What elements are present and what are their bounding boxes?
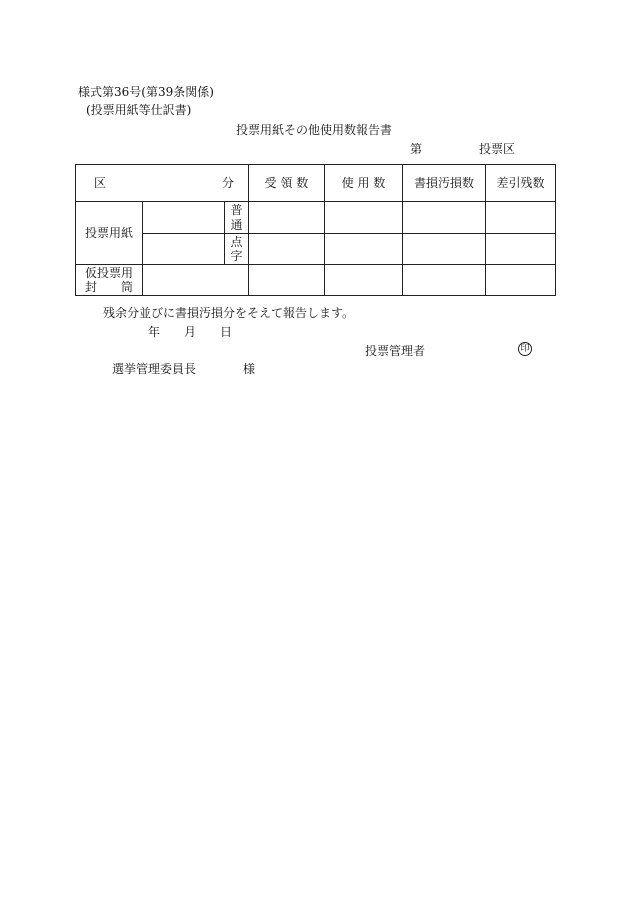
cell-blank [325, 234, 403, 265]
header-kubun [76, 165, 249, 202]
district-suffix: 投票区 [479, 142, 516, 156]
header-used: 使 用 数 [325, 165, 403, 202]
chairman-label: 選挙管理委員長 [112, 362, 197, 376]
cell-blank [143, 202, 225, 234]
cell-blank [143, 265, 249, 296]
sub-braille-char1: 点 [230, 234, 243, 249]
cell-blank [249, 234, 325, 265]
date-line: 年 月 日 [148, 325, 233, 339]
row-provisional-label [76, 265, 143, 296]
cell-blank [486, 234, 556, 265]
cell-blank [403, 234, 486, 265]
cell-blank [249, 202, 325, 234]
report-table [75, 164, 556, 296]
cell-blank [325, 202, 403, 234]
cell-blank [325, 265, 403, 296]
cell-blank [486, 202, 556, 234]
district-prefix: 第 [410, 142, 423, 156]
sub-braille [225, 234, 249, 265]
row-provisional-line1: 仮投票用 [84, 265, 133, 280]
table-row [76, 265, 556, 296]
row-ballot-paper-label: 投票用紙 [76, 202, 143, 265]
cell-blank [403, 265, 486, 296]
table-row [76, 202, 556, 234]
report-note: 残余分並びに書損汚損分をそえて報告します。 [103, 306, 355, 320]
document-title: 投票用紙その他使用数報告書 [236, 123, 393, 137]
manager-label: 投票管理者 [365, 344, 426, 358]
sub-normal-char1: 普 [230, 203, 243, 218]
form-subtitle: (投票用紙等仕訳書) [86, 103, 192, 117]
header-damaged: 書損汚損数 [403, 165, 486, 202]
sub-normal-char2: 通 [230, 217, 243, 232]
sub-braille-char2: 字 [230, 249, 243, 263]
cell-blank [249, 265, 325, 296]
cell-blank [143, 234, 225, 265]
cell-blank [403, 202, 486, 234]
cell-blank [486, 265, 556, 296]
sub-normal [225, 202, 249, 234]
row-provisional-line2: 封 筒 [84, 280, 133, 294]
form-number: 様式第36号(第39条関係) [78, 85, 214, 99]
header-remaining: 差引残数 [486, 165, 556, 202]
table-row [76, 234, 556, 265]
honorific-label: 様 [243, 362, 256, 376]
header-received: 受 領 数 [249, 165, 325, 202]
header-kubun-right: 分 [221, 175, 234, 190]
header-kubun-left: 区 [94, 175, 107, 190]
seal-icon: 印 [518, 342, 532, 356]
table-header-row [76, 165, 556, 202]
